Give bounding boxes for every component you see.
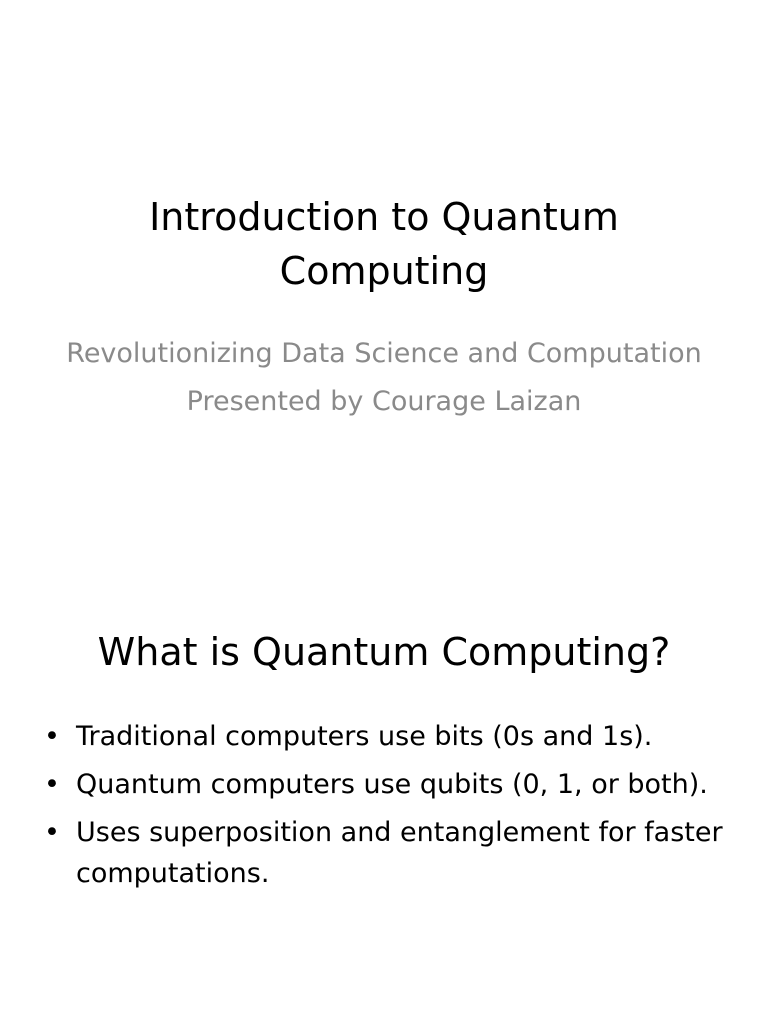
bullet-dot-icon: • xyxy=(44,721,60,752)
bullet-list xyxy=(38,716,738,901)
slide-title: What is Quantum Computing? xyxy=(97,630,671,674)
bullet-text: Traditional computers use bits (0s and 1s). xyxy=(76,721,653,752)
bullet-item xyxy=(38,716,738,757)
bullet-text: Uses superposition and entanglement for faster computations. xyxy=(76,817,723,889)
slide-subtitle xyxy=(60,334,708,422)
presenter-line: Presented by Courage Laizan xyxy=(186,386,582,417)
bullet-dot-icon: • xyxy=(44,817,60,848)
bullet-item xyxy=(38,764,738,805)
bullet-text: Quantum computers use qubits (0, 1, or both). xyxy=(76,769,708,800)
bullet-dot-icon: • xyxy=(44,769,60,800)
content-slide xyxy=(0,512,768,1024)
subtitle-line: Revolutionizing Data Science and Computation xyxy=(66,338,702,369)
slide-title: Introduction to Quantum Computing xyxy=(149,195,619,293)
bullet-item xyxy=(38,812,738,894)
